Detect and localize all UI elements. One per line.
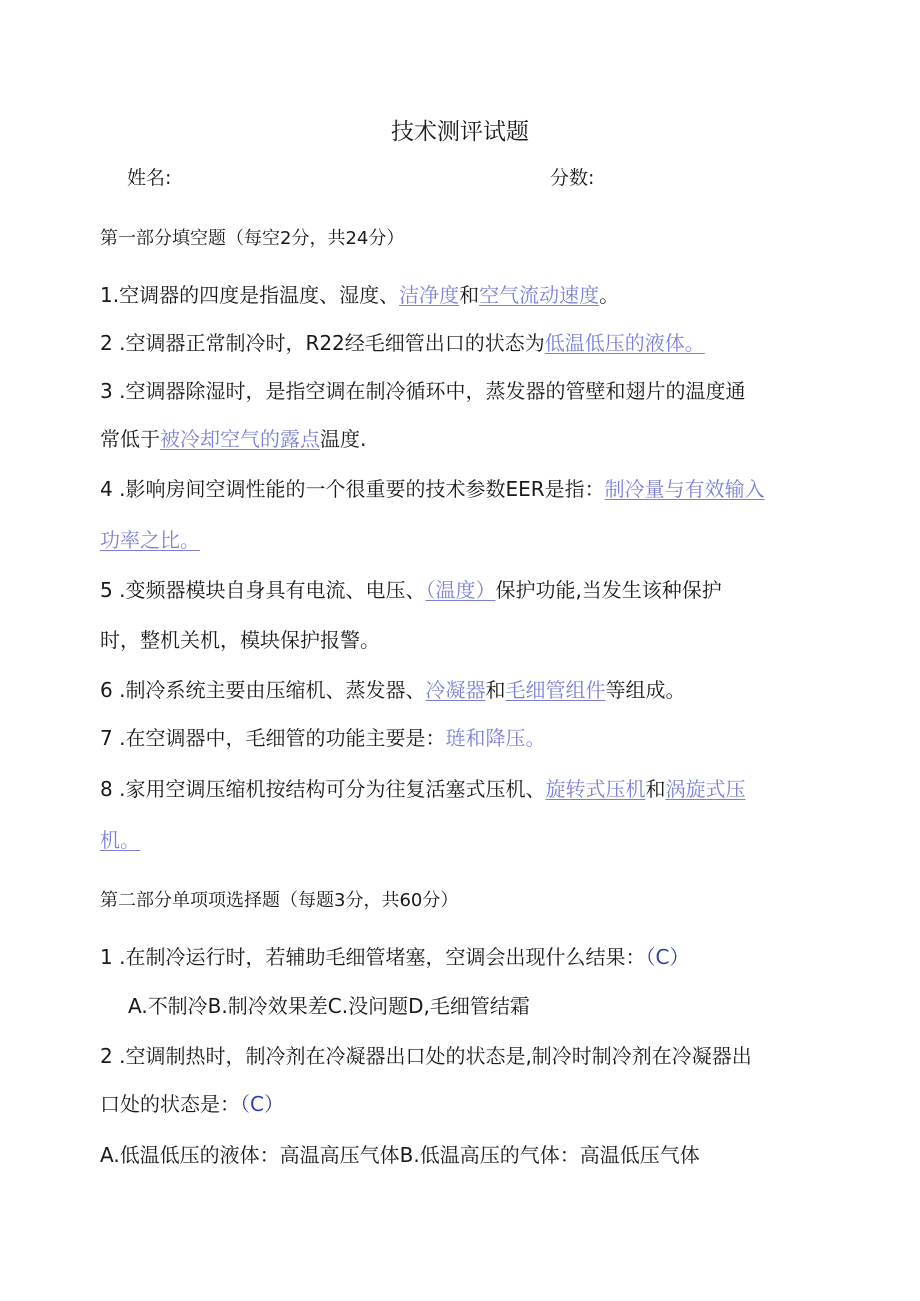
p1-question-4-line-2 <box>100 524 200 553</box>
p1-question-3-line-2 <box>100 423 366 452</box>
p1-q6-end: 等组成。 <box>605 678 686 702</box>
part1-heading: 第一部分填空题（每空2分，共24分） <box>100 228 405 249</box>
p1-q8-answer-2-cont: 机。 <box>100 828 140 852</box>
p1-q7-text: 7 .在空调器中，毛细管的功能主要是： <box>100 726 446 750</box>
p2-q2-text: 口处的状态是： <box>100 1092 240 1116</box>
p1-q8-text: 8 .家用空调压缩机按结构可分为往复活塞式压机、 <box>100 777 546 801</box>
page-title: 技术测评试题 <box>391 119 529 145</box>
p1-q3-end: 温度. <box>320 427 367 451</box>
p1-question-3-line-1: 3 .空调器除湿时，是指空调在制冷循环中，蒸发器的管壁和翅片的温度通 <box>100 379 746 403</box>
p2-q1-text: 1 .在制冷运行时，若辅助毛细管堵塞，空调会出现什么结果： <box>100 945 646 969</box>
p1-q5-answer: （温度） <box>425 578 496 602</box>
p1-q1-text: 1.空调器的四度是指温度、湿度、 <box>100 283 400 307</box>
p1-q5-text-2: 保护功能,当发生该种保护 <box>495 578 722 602</box>
p1-q3-text: 常低于 <box>100 427 160 451</box>
p1-question-2 <box>100 327 705 356</box>
p1-question-4-line-1 <box>100 473 765 502</box>
p2-q1-options: A.不制冷B.制冷效果差C.没问题D,毛细管结霜 <box>128 994 530 1018</box>
p1-q7-answer: 琏和降压。 <box>445 726 546 750</box>
p1-q1-join: 和 <box>459 283 480 307</box>
p2-question-2-line-2 <box>100 1088 284 1117</box>
p1-q1-answer-1: 洁净度 <box>399 283 460 307</box>
p1-question-5-line-1 <box>100 574 722 603</box>
p1-q2-answer: 低温低压的液体。 <box>544 331 705 355</box>
p2-question-2-line-1: 2 .空调制热时，制冷剂在冷凝器出口处的状态是,制冷时制冷剂在冷凝器出 <box>100 1044 752 1068</box>
p1-q2-text: 2 .空调器正常制冷时，R22经毛细管出口的状态为 <box>100 331 545 355</box>
p1-q1-answer-2: 空气流动速度 <box>479 283 600 307</box>
p1-q6-answer-2: 毛细管组件 <box>505 678 606 702</box>
p1-q8-answer-1: 旋转式压机 <box>545 777 646 801</box>
p2-q2-options: A.低温低压的液体：高温高压气体B.低温高压的气体：高温低压气体 <box>100 1143 700 1167</box>
p1-q4-answer-part-2: 功率之比。 <box>100 528 200 552</box>
p1-q5-text: 5 .变频器模块自身具有电流、电压、 <box>100 578 426 602</box>
p1-q6-join: 和 <box>485 678 506 702</box>
p1-question-6 <box>100 674 685 703</box>
name-field-label: 姓名: <box>127 167 172 189</box>
p1-question-8-line-2 <box>100 824 140 853</box>
p2-q2-answer-mark: （C） <box>240 1092 284 1116</box>
p1-q8-join: 和 <box>645 777 666 801</box>
p1-q8-answer-2: 涡旋式压 <box>665 777 746 801</box>
p1-question-7 <box>100 722 545 751</box>
part2-heading: 第二部分单项项选择题（每题3分，共60分） <box>100 890 459 911</box>
p1-q6-answer-1: 冷凝器 <box>425 678 486 702</box>
p1-q4-text: 4 .影响房间空调性能的一个很重要的技术参数EER是指： <box>100 477 605 501</box>
p1-question-5-line-2: 时，整机关机，模块保护报警。 <box>100 628 380 652</box>
score-field-label: 分数: <box>550 167 595 189</box>
p1-q3-answer: 被冷却空气的露点 <box>160 427 320 451</box>
p1-question-8-line-1 <box>100 773 745 802</box>
p1-q4-answer-part-1: 制冷量与有效输入 <box>604 477 765 501</box>
p1-q1-end: 。 <box>599 283 620 307</box>
p1-question-1 <box>100 279 619 308</box>
p1-q6-text: 6 .制冷系统主要由压缩机、蒸发器、 <box>100 678 426 702</box>
p2-question-1 <box>100 941 689 970</box>
p2-q1-answer-mark: （C） <box>645 945 690 969</box>
